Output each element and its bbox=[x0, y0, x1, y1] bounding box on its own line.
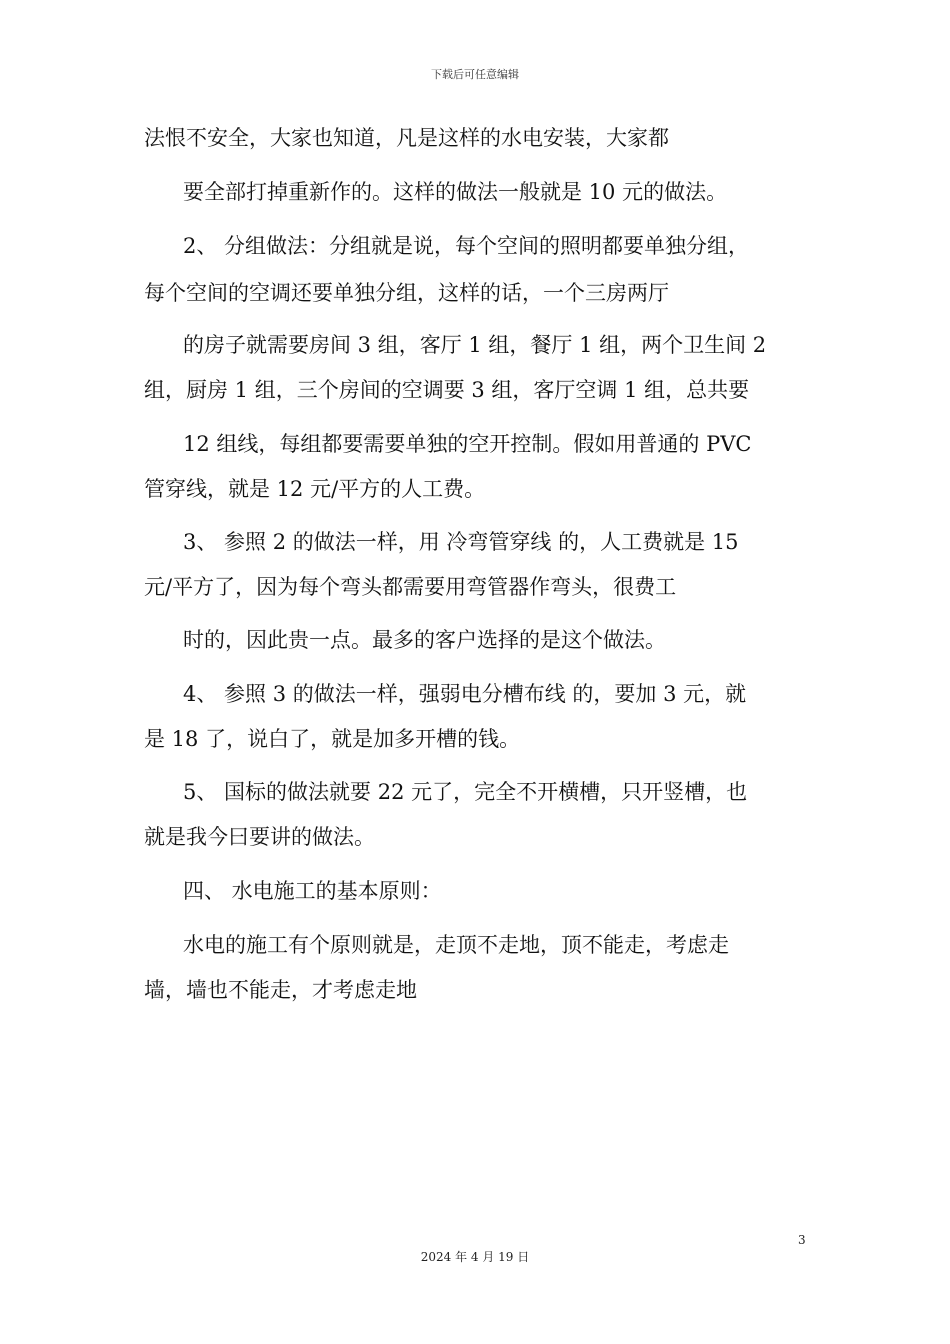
page-number: 3 bbox=[798, 1233, 806, 1247]
text-line: 就是我今曰要讲的做法。 bbox=[144, 825, 375, 849]
text-line: 3、 参照 2 的做法一样，用 冷弯管穿线 的，人工费就是 15 bbox=[183, 530, 739, 554]
text-line: 要全部打掉重新作的。这样的做法一般就是 10 元的做法。 bbox=[183, 180, 728, 204]
text-line: 时的，因此贵一点。最多的客户选择的是这个做法。 bbox=[183, 628, 666, 652]
text-line: 2、 分组做法：分组就是说，每个空间的照明都要单独分组， bbox=[183, 234, 750, 258]
text-line: 管穿线，就是 12 元/平方的人工费。 bbox=[144, 477, 486, 501]
section-heading: 四、 水电施工的基本原则： bbox=[183, 879, 442, 903]
footer-date: 2024 年 4 月 19 日 bbox=[420, 1250, 530, 1264]
text-line: 每个空间的空调还要单独分组，这样的话，一个三房两厅 bbox=[144, 281, 669, 305]
text-line: 元/平方了，因为每个弯头都需要用弯管器作弯头，很费工 bbox=[144, 575, 677, 599]
text-line: 的房子就需要房间 3 组，客厅 1 组，餐厅 1 组，两个卫生间 2 bbox=[183, 333, 767, 357]
text-line: 水电的施工有个原则就是，走顶不走地，顶不能走，考虑走 bbox=[183, 933, 729, 957]
text-line: 墙，墙也不能走，才考虑走地 bbox=[144, 978, 417, 1002]
text-line: 是 18 了，说白了，就是加多开槽的钱。 bbox=[144, 727, 521, 751]
page-header: 下载后可任意编辑 bbox=[431, 68, 519, 81]
text-line: 12 组线，每组都要需要单独的空开控制。假如用普通的 PVC bbox=[183, 432, 752, 456]
text-line: 法恨不安全，大家也知道，凡是这样的水电安装，大家都 bbox=[144, 126, 669, 150]
text-line: 5、 国标的做法就要 22 元了，完全不开横槽，只开竖槽，也 bbox=[183, 780, 748, 804]
text-line: 4、 参照 3 的做法一样，强弱电分槽布线 的，要加 3 元，就 bbox=[183, 682, 747, 706]
text-line: 组，厨房 1 组，三个房间的空调要 3 组，客厅空调 1 组，总共要 bbox=[144, 378, 750, 402]
